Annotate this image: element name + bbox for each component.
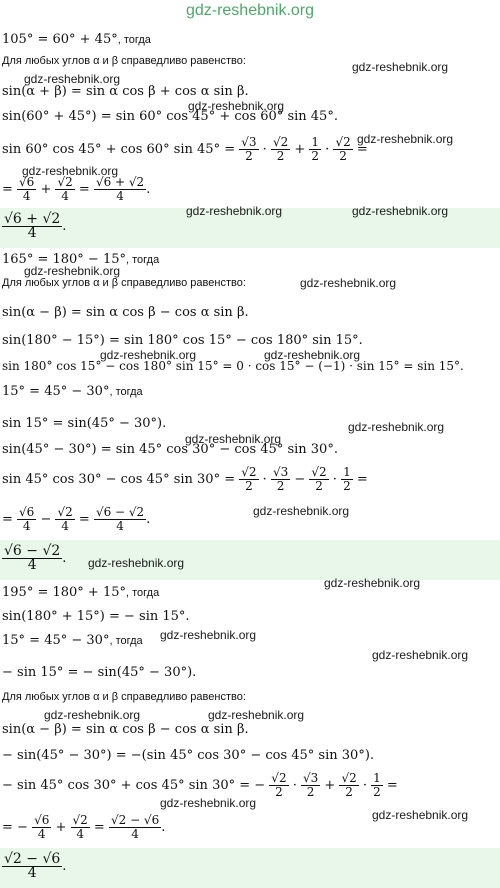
frac-den: 2 (339, 149, 347, 163)
watermark: gdz-reshebnik.org (100, 348, 197, 362)
frac-num: √2 (341, 771, 357, 785)
frac-num: √2 − √6 (110, 813, 160, 827)
frac-num: √2 (57, 175, 73, 189)
p3-compute-line: − sin 45° cos 30° + cos 45° sin 30° = − $\frac{√2}{2}$ · $\frac{√3}{2}$ + $\frac{√2}{2}$ · $\frac{1}{2}$ = (2, 771, 398, 799)
p3-frac-a (269, 772, 288, 799)
p1-res-frac-b (55, 176, 74, 203)
frac-num: √3 (272, 465, 289, 479)
p3-expand: − sin(45° − 30°) = −(sin 45° cos 30° − cos 45° sin 30°). (2, 748, 375, 763)
frac-num: √2 − √6 (4, 851, 61, 867)
p2-result-line: = $\frac{√6}{4}$ − $\frac{√2}{4}$ = $\frac{√6 - √2}{4}$ . (2, 505, 151, 533)
frac-den: 4 (22, 189, 31, 203)
frac-den: 4 (27, 865, 37, 881)
p2-expand: sin(45° − 30°) = sin 45° cos 30° − cos 45° sin 30°. (2, 442, 338, 457)
frac-num: √2 (335, 135, 351, 149)
p1-apply-formula: sin(60° + 45°) = sin 60° cos 45° + cos 60° sin 45°. (2, 109, 338, 124)
p2-answer-box (0, 540, 500, 580)
p2-compute-line: sin 45° cos 30° − cos 45° sin 30° = $\frac{√2}{2}$ · $\frac{√3}{2}$ − $\frac{√2}{2}$ · $\frac{1}{2}$ = (2, 465, 368, 493)
frac-den: 2 (345, 785, 353, 799)
watermark: gdz-reshebnik.org (160, 796, 257, 810)
p1-answer: $\frac{√6 + √2}{4}$ . (4, 211, 67, 241)
frac-den: 4 (76, 827, 84, 841)
p2-angle-tail: , тогда (125, 254, 160, 266)
p1-angle-tail: , тогда (117, 34, 151, 46)
watermark: gdz-reshebnik.org (372, 808, 469, 822)
p1-frac-c (309, 136, 321, 163)
p3-angle-tail: , тогда (125, 587, 160, 599)
p1-res-frac-c (94, 176, 146, 203)
p3-res-frac-b (71, 814, 90, 841)
p3-frac-c (339, 772, 358, 799)
frac-den: 4 (27, 557, 37, 573)
p3-res-frac-c (109, 814, 161, 841)
frac-num: √6 (19, 175, 35, 189)
p2-frac-d (341, 466, 353, 493)
watermark: gdz-reshebnik.org (324, 576, 421, 590)
frac-den: 2 (306, 785, 315, 799)
watermark: gdz-reshebnik.org (24, 264, 121, 278)
p2-res-frac-c (94, 506, 146, 533)
site-header (0, 0, 500, 24)
frac-num: √2 (271, 771, 287, 785)
frac-num: √6 − √2 (95, 505, 145, 519)
p2-split-tail: , тогда (109, 386, 143, 398)
p3-answer-frac (2, 853, 62, 880)
watermark: gdz-reshebnik.org (185, 432, 282, 446)
watermark: gdz-reshebnik.org (88, 556, 185, 570)
p2-frac-b (271, 466, 290, 493)
watermark: gdz-reshebnik.org (348, 420, 445, 434)
p2-line-split (2, 384, 143, 400)
frac-num: 1 (311, 135, 320, 149)
p2-rewrite: sin 15° = sin(45° − 30°). (2, 416, 167, 431)
p3-answer: $\frac{√2 - √6}{4}$ . (4, 851, 67, 881)
frac-den: 4 (116, 189, 124, 203)
frac-den: 4 (37, 827, 46, 841)
p2-res-frac-a (17, 506, 36, 533)
frac-den: 4 (131, 827, 139, 841)
frac-num: √6 + √2 (95, 175, 145, 189)
p3-result-line: = − $\frac{√6}{4}$ + $\frac{√2}{4}$ = $\frac{√2 - √6}{4}$ . (2, 813, 166, 841)
p1-frac-d (333, 136, 352, 163)
p3-line-angle (2, 585, 159, 601)
p3-line-split (2, 633, 143, 649)
p3-identity-formula: sin(α − β) = sin α cos β − cos α sin β. (2, 722, 249, 737)
p3-frac-b (301, 772, 320, 799)
frac-den: 2 (373, 785, 381, 799)
frac-den: 4 (27, 225, 37, 241)
frac-den: 2 (276, 479, 285, 493)
frac-den: 4 (116, 519, 124, 533)
p3-split-tail: , тогда (109, 635, 143, 647)
watermark: gdz-reshebnik.org (22, 164, 119, 178)
p2-split-eq: 15° = 45° − 30° (2, 384, 110, 399)
frac-den: 4 (22, 519, 31, 533)
p2-simplify: sin 180° cos 15° − cos 180° sin 15° = 0 · cos 15° − (−1) · sin 15° = sin 15°. (2, 359, 464, 373)
frac-num: √6 + √2 (4, 211, 61, 227)
p2-identity-formula: sin(α − β) = sin α cos β − cos α sin β. (2, 305, 249, 320)
frac-num: √2 (272, 135, 289, 149)
frac-num: √6 − √2 (4, 543, 61, 559)
watermark: gdz-reshebnik.org (24, 72, 121, 86)
watermark: gdz-reshebnik.org (352, 60, 449, 74)
p1-res-frac-a (17, 176, 36, 203)
p2-answer: $\frac{√6 - √2}{4}$ . (4, 543, 67, 573)
frac-den: 4 (61, 519, 69, 533)
watermark: gdz-reshebnik.org (352, 204, 449, 218)
frac-num: √2 (57, 505, 73, 519)
p1-answer-frac (2, 213, 62, 240)
watermark: gdz-reshebnik.org (372, 648, 469, 662)
p3-answer-box (0, 848, 500, 888)
p1-compute-lhs: sin 60° cos 45° + cos 60° sin 45° = (2, 142, 236, 157)
frac-num: √3 (302, 771, 319, 785)
p3-identity-intro: Для любых углов α и β справедливо равенство: (2, 691, 246, 703)
watermark: gdz-reshebnik.org (208, 708, 305, 722)
p3-frac-d (371, 772, 383, 799)
frac-num: √6 (19, 505, 35, 519)
frac-den: 2 (276, 149, 285, 163)
p3-res-frac-a (32, 814, 51, 841)
watermark: gdz-reshebnik.org (160, 628, 257, 642)
p2-frac-c (309, 466, 328, 493)
p2-answer-frac (2, 545, 62, 572)
frac-den: 2 (315, 479, 323, 493)
frac-num: √6 (34, 813, 50, 827)
p2-compute-lhs: sin 45° cos 30° − cos 45° sin 30° = (2, 472, 236, 487)
frac-num: 1 (373, 771, 381, 785)
frac-den: 2 (343, 479, 351, 493)
frac-num: √2 (72, 813, 88, 827)
p1-compute-line: sin 60° cos 45° + cos 60° sin 45° = $\frac{√3}{2}$ · $\frac{√2}{2}$ + $\frac{1}{2}$ · $\frac{√2}{2}$ = (2, 135, 368, 163)
watermark: gdz-reshebnik.org (186, 204, 283, 218)
watermark: gdz-reshebnik.org (44, 708, 141, 722)
frac-num: √2 (311, 465, 327, 479)
p2-frac-a (239, 466, 258, 493)
p1-angle-eq: 105° = 60° + 45° (2, 32, 118, 47)
frac-den: 2 (275, 785, 283, 799)
p1-line-angle (2, 32, 151, 48)
p1-frac-a (239, 136, 258, 163)
frac-num: 1 (343, 465, 351, 479)
p3-compute-lhs: − sin 45° cos 30° + cos 45° sin 30° = − (2, 778, 266, 793)
watermark: gdz-reshebnik.org (264, 348, 361, 362)
p3-split-eq: 15° = 45° − 30° (2, 633, 110, 648)
p2-res-frac-b (55, 506, 74, 533)
frac-den: 2 (245, 479, 253, 493)
frac-num: √2 (241, 465, 257, 479)
p3-reduction: sin(180° + 15°) = − sin 15°. (2, 609, 190, 624)
p1-frac-b (271, 136, 290, 163)
frac-den: 4 (61, 189, 69, 203)
p3-rewrite: − sin 15° = − sin(45° − 30°). (2, 665, 197, 680)
p1-identity-formula: sin(α + β) = sin α cos β + cos α sin β. (2, 84, 249, 99)
p1-result-line: = $\frac{√6}{4}$ + $\frac{√2}{4}$ = $\frac{√6 + √2}{4}$ . (2, 175, 151, 203)
watermark: gdz-reshebnik.org (253, 504, 350, 518)
watermark: gdz-reshebnik.org (357, 132, 454, 146)
frac-num: √3 (241, 135, 257, 149)
p3-angle-eq: 195° = 180° + 15° (2, 585, 126, 600)
frac-den: 2 (311, 149, 320, 163)
p2-angle-eq: 165° = 180° − 15° (2, 252, 126, 267)
p2-apply-formula: sin(180° − 15°) = sin 180° cos 15° − cos 180° sin 15°. (2, 333, 363, 348)
site-header-link[interactable]: gdz-reshebnik.org (185, 2, 315, 19)
p1-identity-intro: Для любых углов α и β справедливо равенство: (2, 55, 246, 67)
watermark: gdz-reshebnik.org (300, 276, 397, 290)
watermark: gdz-reshebnik.org (188, 99, 285, 113)
p2-identity-intro: Для любых углов α и β справедливо равенство: (2, 277, 246, 289)
frac-den: 2 (245, 149, 253, 163)
